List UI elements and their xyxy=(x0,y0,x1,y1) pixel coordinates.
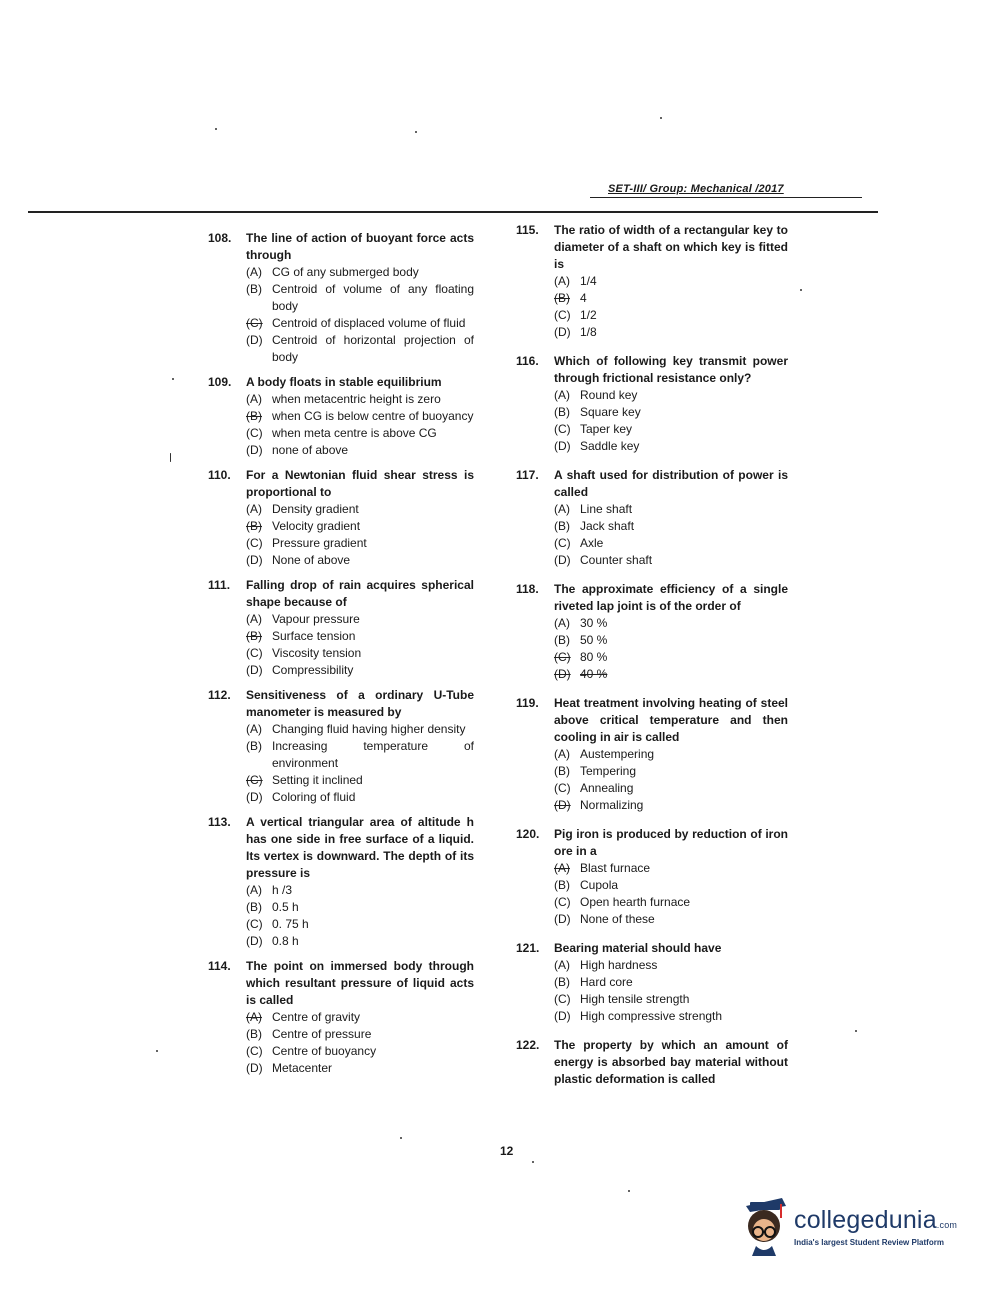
question-114: 114. The point on immersed body through which resultant pressure of liquid acts is called (A) Centre of gravity (B) Centre of pressure (C) Centre of buoyancy (D) Metacenter xyxy=(208,959,474,1075)
header-underline xyxy=(590,197,862,198)
scan-speck xyxy=(660,117,662,119)
scan-speck xyxy=(800,289,802,291)
question-108: 108. The line of action of buoyant force acts through (A) CG of any submerged body (B) Centroid of volume of any floating body (C) Centroid of displaced volume of fluid (D) Centroid of horizontal projection of body xyxy=(208,231,474,364)
header-divider xyxy=(28,211,878,213)
answer-mark: (B) xyxy=(246,629,262,643)
question-117: 117. A shaft used for distribution of power is called (A) Line shaft (B) Jack shaft (C) Axle (D) Counter shaft xyxy=(516,468,788,567)
scan-speck xyxy=(855,1030,857,1032)
scan-speck xyxy=(215,128,217,130)
question-119: 119. Heat treatment involving heating of steel above critical temperature and then cooling in air is called (A) Austempering (B) Tempering (C) Annealing (D) Normalizing xyxy=(516,696,788,812)
question-120: 120. Pig iron is produced by reduction of iron ore in a (A) Blast furnace (B) Cupola (C) Open hearth furnace (D) None of these xyxy=(516,827,788,926)
left-column xyxy=(208,230,474,1085)
answer-mark: (C) xyxy=(554,650,571,664)
scan-speck xyxy=(415,131,417,133)
scan-speck xyxy=(400,1137,402,1139)
question-115: 115. The ratio of width of a rectangular key to diameter of a shaft on which key is fitted is (A) 1/4 (B) 4 (C) 1/2 (D) 1/8 xyxy=(516,223,788,339)
question-118: 118. The approximate efficiency of a single riveted lap joint is of the order of (A) 30 % (B) 50 % (C) 80 % (D) 40 % xyxy=(516,582,788,681)
question-111: 111. Falling drop of rain acquires spherical shape because of (A) Vapour pressure (B) Surface tension (C) Viscosity tension (D) Compressibility xyxy=(208,578,474,677)
right-column xyxy=(516,222,788,1096)
question-109: 109. A body floats in stable equilibrium (A) when metacentric height is zero (B) when CG is below centre of buoyancy (C) when meta centre is above CG (D) none of above xyxy=(208,375,474,457)
answer-mark: (C) xyxy=(246,773,263,787)
answer-mark: (A) xyxy=(554,861,570,875)
question-110: 110. For a Newtonian fluid shear stress is proportional to (A) Density gradient (B) Velocity gradient (C) Pressure gradient (D) None of above xyxy=(208,468,474,567)
question-121: 121. Bearing material should have (A) High hardness (B) Hard core (C) High tensile strength (D) High compressive strength xyxy=(516,941,723,1023)
question-113: 113. A vertical triangular area of altitude h has one side in free surface of a liquid. Its vertex is downward. The depth of its pressure is (A) h /3 (B) 0.5 h (C) 0. 75 h (D) 0.8 h xyxy=(208,815,474,948)
scan-speck xyxy=(170,453,171,462)
logo-wordmark: collegedunia.com xyxy=(794,1206,958,1234)
page-header-title: SET-III/ Group: Mechanical /2017 xyxy=(608,183,784,195)
answer-mark: (B) xyxy=(246,409,262,423)
answer-mark: (C) xyxy=(246,316,263,330)
mascot-icon xyxy=(736,1196,792,1256)
logo-tagline: India's largest Student Review Platform xyxy=(794,1238,944,1247)
answer-mark: (B) xyxy=(246,519,262,533)
page-number: 12 xyxy=(500,1144,514,1158)
scan-speck xyxy=(628,1190,630,1192)
collegedunia-logo xyxy=(736,1196,976,1260)
scan-speck xyxy=(172,378,174,380)
question-112: 112. Sensitiveness of a ordinary U-Tube manometer is measured by (A) Changing fluid having higher density (B) Increasing temperature of environment (C) Setting it inclined (D) Coloring of fluid xyxy=(208,688,474,804)
scan-speck xyxy=(156,1050,158,1052)
question-122: 122. The property by which an amount of energy is absorbed bay material without plastic deformation is called xyxy=(516,1038,788,1086)
answer-mark: (B) xyxy=(554,291,570,305)
answer-mark: (A) xyxy=(246,1010,262,1024)
answer-mark: (D) xyxy=(554,798,571,812)
crossed-out-option: (D) xyxy=(554,667,571,681)
question-116: 116. Which of following key transmit power through frictional resistance only? (A) Round key (B) Square key (C) Taper key (D) Saddle key xyxy=(516,354,788,453)
scan-speck xyxy=(532,1161,534,1163)
